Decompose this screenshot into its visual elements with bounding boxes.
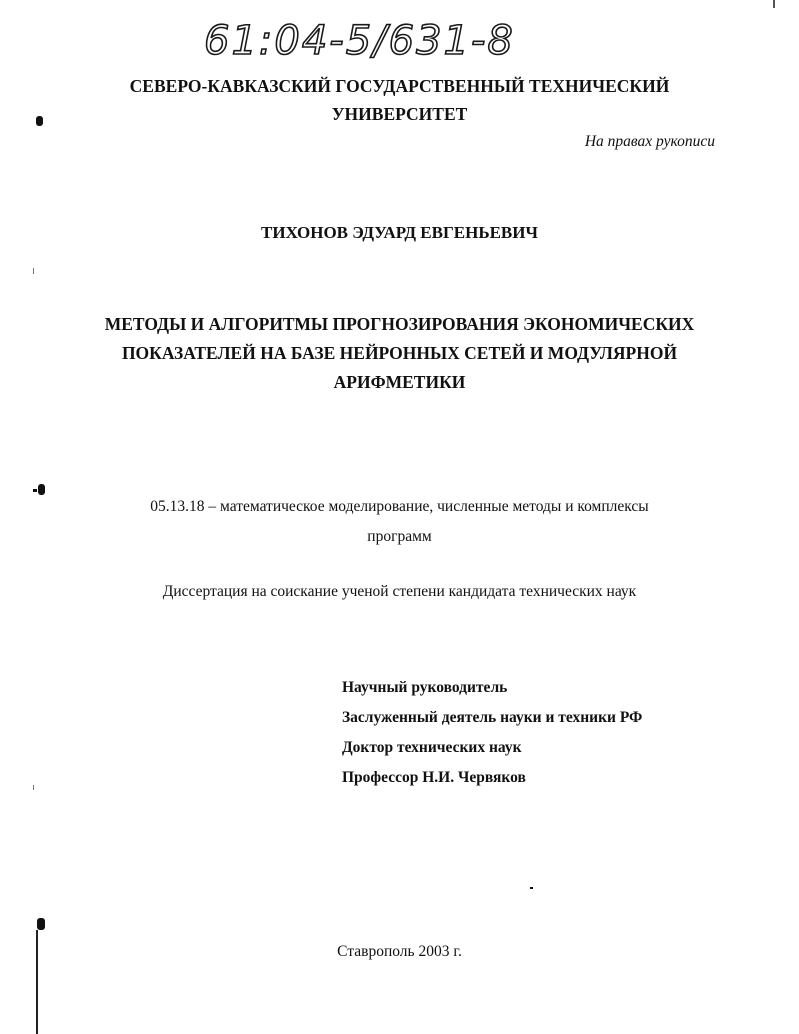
scan-mark-2 <box>38 484 45 495</box>
scan-mark-4 <box>37 918 45 930</box>
title-line-1: МЕТОДЫ И АЛГОРИТМЫ ПРОГНОЗИРОВАНИЯ ЭКОНОМИЧЕСКИХ <box>104 314 695 334</box>
advisor-line-2: Заслуженный деятель науки и техники РФ <box>342 709 643 726</box>
advisor-line-4: Профессор Н.И. Червяков <box>342 769 526 786</box>
archive-number-text: 61:04-5/631-8 <box>204 18 515 64</box>
scan-tick-2 <box>33 785 34 790</box>
specialty-line-1: 05.13.18 – математическое моделирование, численные методы и комплексы <box>150 498 649 515</box>
handwritten-archive-number <box>200 12 520 64</box>
author-name: ТИХОНОВ ЭДУАРД ЕВГЕНЬЕВИЧ <box>261 223 538 242</box>
scan-mark-1 <box>36 116 43 126</box>
scan-tick-1 <box>33 268 34 274</box>
title-line-3: АРИФМЕТИКИ <box>333 372 466 392</box>
title-line-2: ПОКАЗАТЕЛЕЙ НА БАЗЕ НЕЙРОННЫХ СЕТЕЙ И МОДУЛЯРНОЙ <box>121 343 678 363</box>
scan-mark-3 <box>33 489 37 492</box>
specialty-code <box>60 492 739 552</box>
scan-speck <box>530 887 533 889</box>
degree-statement: Диссертация на соискание ученой степени кандидата технических наук <box>162 583 637 600</box>
rights-note: На правах рукописи <box>584 133 715 150</box>
scan-line-left <box>36 930 38 1034</box>
university-line-2: УНИВЕРСИТЕТ <box>331 104 468 124</box>
scan-edge-right <box>773 0 775 8</box>
advisor-line-1: Научный руководитель <box>342 679 508 696</box>
specialty-line-2: программ <box>367 528 432 545</box>
scientific-advisor <box>342 673 642 793</box>
advisor-line-3: Доктор технических наук <box>342 739 522 756</box>
dissertation-title <box>0 310 799 397</box>
city-year: Ставрополь 2003 г. <box>337 943 462 960</box>
university-name <box>0 72 799 128</box>
university-line-1: СЕВЕРО-КАВКАЗСКИЙ ГОСУДАРСТВЕННЫЙ ТЕХНИЧЕСКИЙ <box>129 76 670 96</box>
